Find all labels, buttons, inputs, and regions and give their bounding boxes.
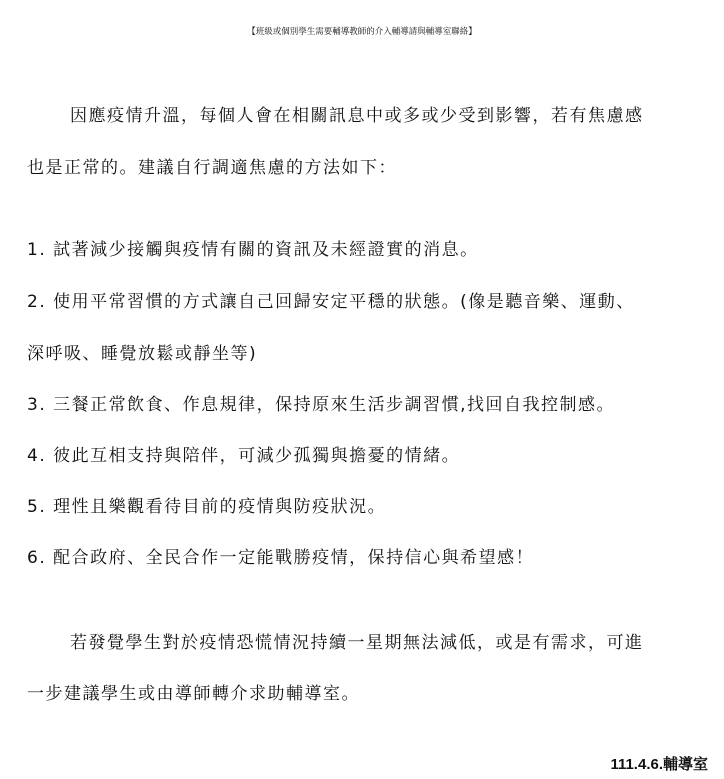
list-item-text: 使用平常習慣的方式讓自己回歸安定平穩的狀態。(像是聽音樂、運動、 xyxy=(53,292,635,312)
list-item-2-continuation: 深呼吸、睡覺放鬆或靜坐等) xyxy=(27,344,258,364)
intro-line-2: 也是正常的。建議自行調適焦慮的方法如下： xyxy=(27,158,397,178)
list-item-number: 2. xyxy=(27,292,47,312)
list-item-text: 彼此互相支持與陪伴，可減少孤獨與擔憂的情緒。 xyxy=(53,446,461,466)
list-item-2 xyxy=(27,290,635,314)
list-item-5 xyxy=(27,495,386,519)
footer-signature: 111.4.6.輔導室 xyxy=(610,756,708,773)
list-item-3 xyxy=(27,393,615,417)
list-item-1 xyxy=(27,238,479,262)
list-item-number: 3. xyxy=(27,395,47,415)
list-item-number: 5. xyxy=(27,497,47,517)
closing-line-2: 一步建議學生或由導師轉介求助輔導室。 xyxy=(27,684,360,704)
list-item-4 xyxy=(27,444,460,468)
list-item-text: 三餐正常飲食、作息規律，保持原來生活步調習慣,找回自我控制感。 xyxy=(53,395,616,415)
closing-line-1: 若發覺學生對於疫情恐慌情況持續一星期無法減低，或是有需求，可進 xyxy=(70,633,644,653)
list-item-text: 試著減少接觸與疫情有關的資訊及未經證實的消息。 xyxy=(53,240,479,260)
intro-line-1: 因應疫情升溫，每個人會在相關訊息中或多或少受到影響，若有焦慮感 xyxy=(70,106,644,126)
list-item-text: 配合政府、全民合作一定能戰勝疫情，保持信心與希望感！ xyxy=(53,548,535,568)
list-item-number: 4. xyxy=(27,446,47,466)
list-item-text: 理性且樂觀看待目前的疫情與防疫狀況。 xyxy=(53,497,387,517)
list-item-6 xyxy=(27,546,534,570)
document-title: 【班級或個別學生需要輔導教師的介入輔導請與輔導室聯絡】 xyxy=(247,27,477,37)
list-item-number: 1. xyxy=(27,240,47,260)
list-item-number: 6. xyxy=(27,548,47,568)
